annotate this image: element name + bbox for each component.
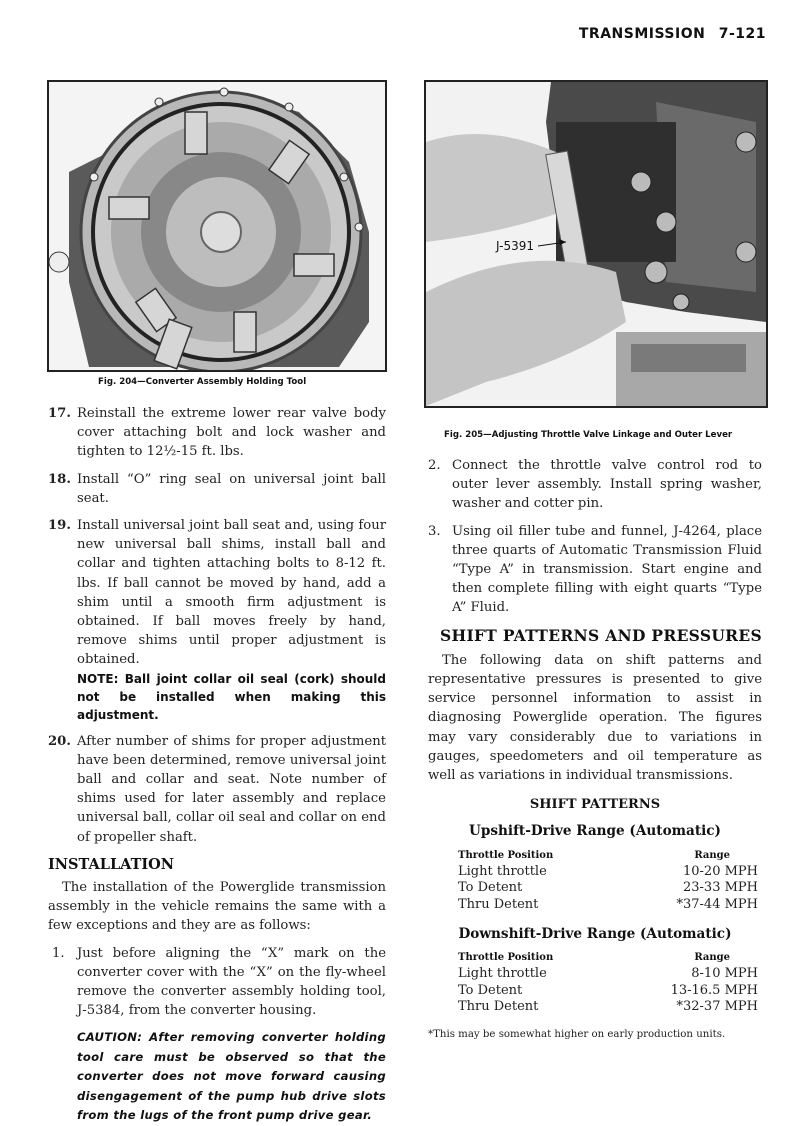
col-throttle-position: Throttle Position — [458, 952, 554, 964]
range-cell: 13-16.5 MPH — [670, 982, 758, 998]
step-17 — [48, 404, 386, 462]
step-number: 3. — [428, 523, 441, 539]
throttle-position-cell: Thru Detent — [458, 896, 539, 912]
downshift-table — [458, 950, 758, 1016]
step-number: 19. — [48, 518, 71, 534]
caution-text: CAUTION: After removing converter holding tool care must be observed so that the converter does not move forward causing disengagement of the pump hub drive slots from the lugs of the front pump drive gear. — [77, 1030, 386, 1123]
throttle-position-cell: To Detent — [458, 982, 523, 998]
tool-callout-label: J-5391 — [496, 239, 534, 253]
installation-step-1 — [52, 944, 386, 1021]
step-text: Reinstall the extreme lower rear valve body cover attaching bolt and lock washer and tighten to 12½-15 ft. lbs. — [77, 406, 386, 460]
throttle-position-cell: Light throttle — [458, 966, 547, 982]
table-header-row — [458, 848, 758, 864]
table-row — [458, 897, 758, 914]
left-column — [48, 404, 386, 1126]
shift-patterns-intro: The following data on shift patterns and representative pressures is presented to give service personnel information to assist in diagnosing Powerglide operation. The figures may vary considerably due to variations in gauges, speedometers and oil temperature as well as variations in individual transmissions. — [428, 652, 762, 784]
shift-patterns-title: SHIFT PATTERNS — [529, 797, 661, 813]
range-cell: 10-20 MPH — [682, 863, 758, 879]
upshift-table — [458, 848, 758, 914]
step-19 — [48, 516, 386, 670]
step-20 — [48, 732, 386, 847]
page-number: 7-121 — [718, 26, 766, 42]
shift-patterns-pressures-heading: SHIFT PATTERNS AND PRESSURES — [440, 625, 762, 645]
step-number: 1. — [52, 945, 65, 961]
step-text: After number of shims for proper adjustment have been determined, remove universal joint ball and collar and seat. Note number of shims used for later assembly and replace universal ball, collar oil seal and collar on end of propeller shaft. — [77, 733, 386, 845]
table-header-row — [458, 950, 758, 966]
converter-assembly-illustration — [49, 82, 385, 370]
range-cell: 8-10 MPH — [691, 966, 758, 982]
range-cell: *32-37 MPH — [676, 999, 758, 1015]
range-cell: 23-33 MPH — [682, 880, 758, 896]
table-row — [458, 966, 758, 983]
throttle-position-cell: Light throttle — [458, 863, 547, 879]
col-range: Range — [694, 952, 730, 964]
downshift-table-title: Downshift-Drive Range (Automatic) — [458, 926, 732, 943]
throttle-linkage-illustration — [426, 82, 766, 406]
step-3 — [428, 522, 762, 618]
footnote: *This may be somewhat higher on early production units. — [428, 1028, 726, 1040]
step-text: Connect the throttle valve control rod to outer lever assembly. Install spring washer, washer and cotter pin. — [452, 458, 762, 512]
section-title: TRANSMISSION — [578, 26, 706, 42]
installation-heading: INSTALLATION — [48, 855, 175, 873]
table-row — [458, 999, 758, 1016]
page-header — [579, 26, 766, 42]
table-row — [458, 864, 758, 881]
step-number: 18. — [48, 471, 71, 487]
step-text: Install universal joint ball seat and, using four new universal ball shims, install ball and collar and tighten attaching bolts to 8-12 ft. lbs. If ball cannot be moved by hand, add a shim until a smooth firm adjustment is obtained. If ball moves freely by hand, remove shims until proper adjustment is obtained. — [77, 518, 386, 668]
step-text: Using oil filler tube and funnel, J-4264, place three quarts of Automatic Transmission Fluid “Type A” in transmission. Start engine and then complete filling with eight quarts “Type A” Fluid. — [452, 523, 762, 616]
step-text: Just before aligning the “X” mark on the converter cover with the “X” on the fly-wheel remove the converter assembly holding tool, J-5384, from the converter housing. — [77, 945, 386, 1019]
range-cell: *37-44 MPH — [676, 896, 758, 912]
figure-205-photo — [424, 80, 768, 408]
step-2 — [428, 456, 762, 514]
step-18 — [48, 470, 386, 508]
step-text: Install “O” ring seal on universal joint ball seat. — [77, 471, 386, 506]
step-number: 17. — [48, 406, 71, 421]
table-row — [458, 983, 758, 1000]
step-number: 20. — [48, 733, 71, 749]
installation-intro: The installation of the Powerglide transmission assembly in the vehicle remains the same with a few exceptions and they are as follows: — [48, 880, 386, 934]
throttle-position-cell: To Detent — [458, 880, 523, 896]
col-throttle-position: Throttle Position — [458, 849, 554, 861]
right-column — [428, 456, 762, 1044]
throttle-position-cell: Thru Detent — [458, 999, 539, 1015]
figure-204-caption: Fig. 204—Converter Assembly Holding Tool — [98, 377, 307, 387]
figure-204-photo — [47, 80, 387, 372]
figure-205-caption: Fig. 205—Adjusting Throttle Valve Linkage and Outer Lever — [444, 430, 733, 440]
step-number: 2. — [428, 458, 441, 473]
upshift-table-title: Upshift-Drive Range (Automatic) — [469, 823, 721, 840]
col-range: Range — [694, 849, 730, 861]
note-text: NOTE: Ball joint collar oil seal (cork) should not be installed when making this adjustment. — [77, 671, 386, 722]
table-row — [458, 880, 758, 897]
